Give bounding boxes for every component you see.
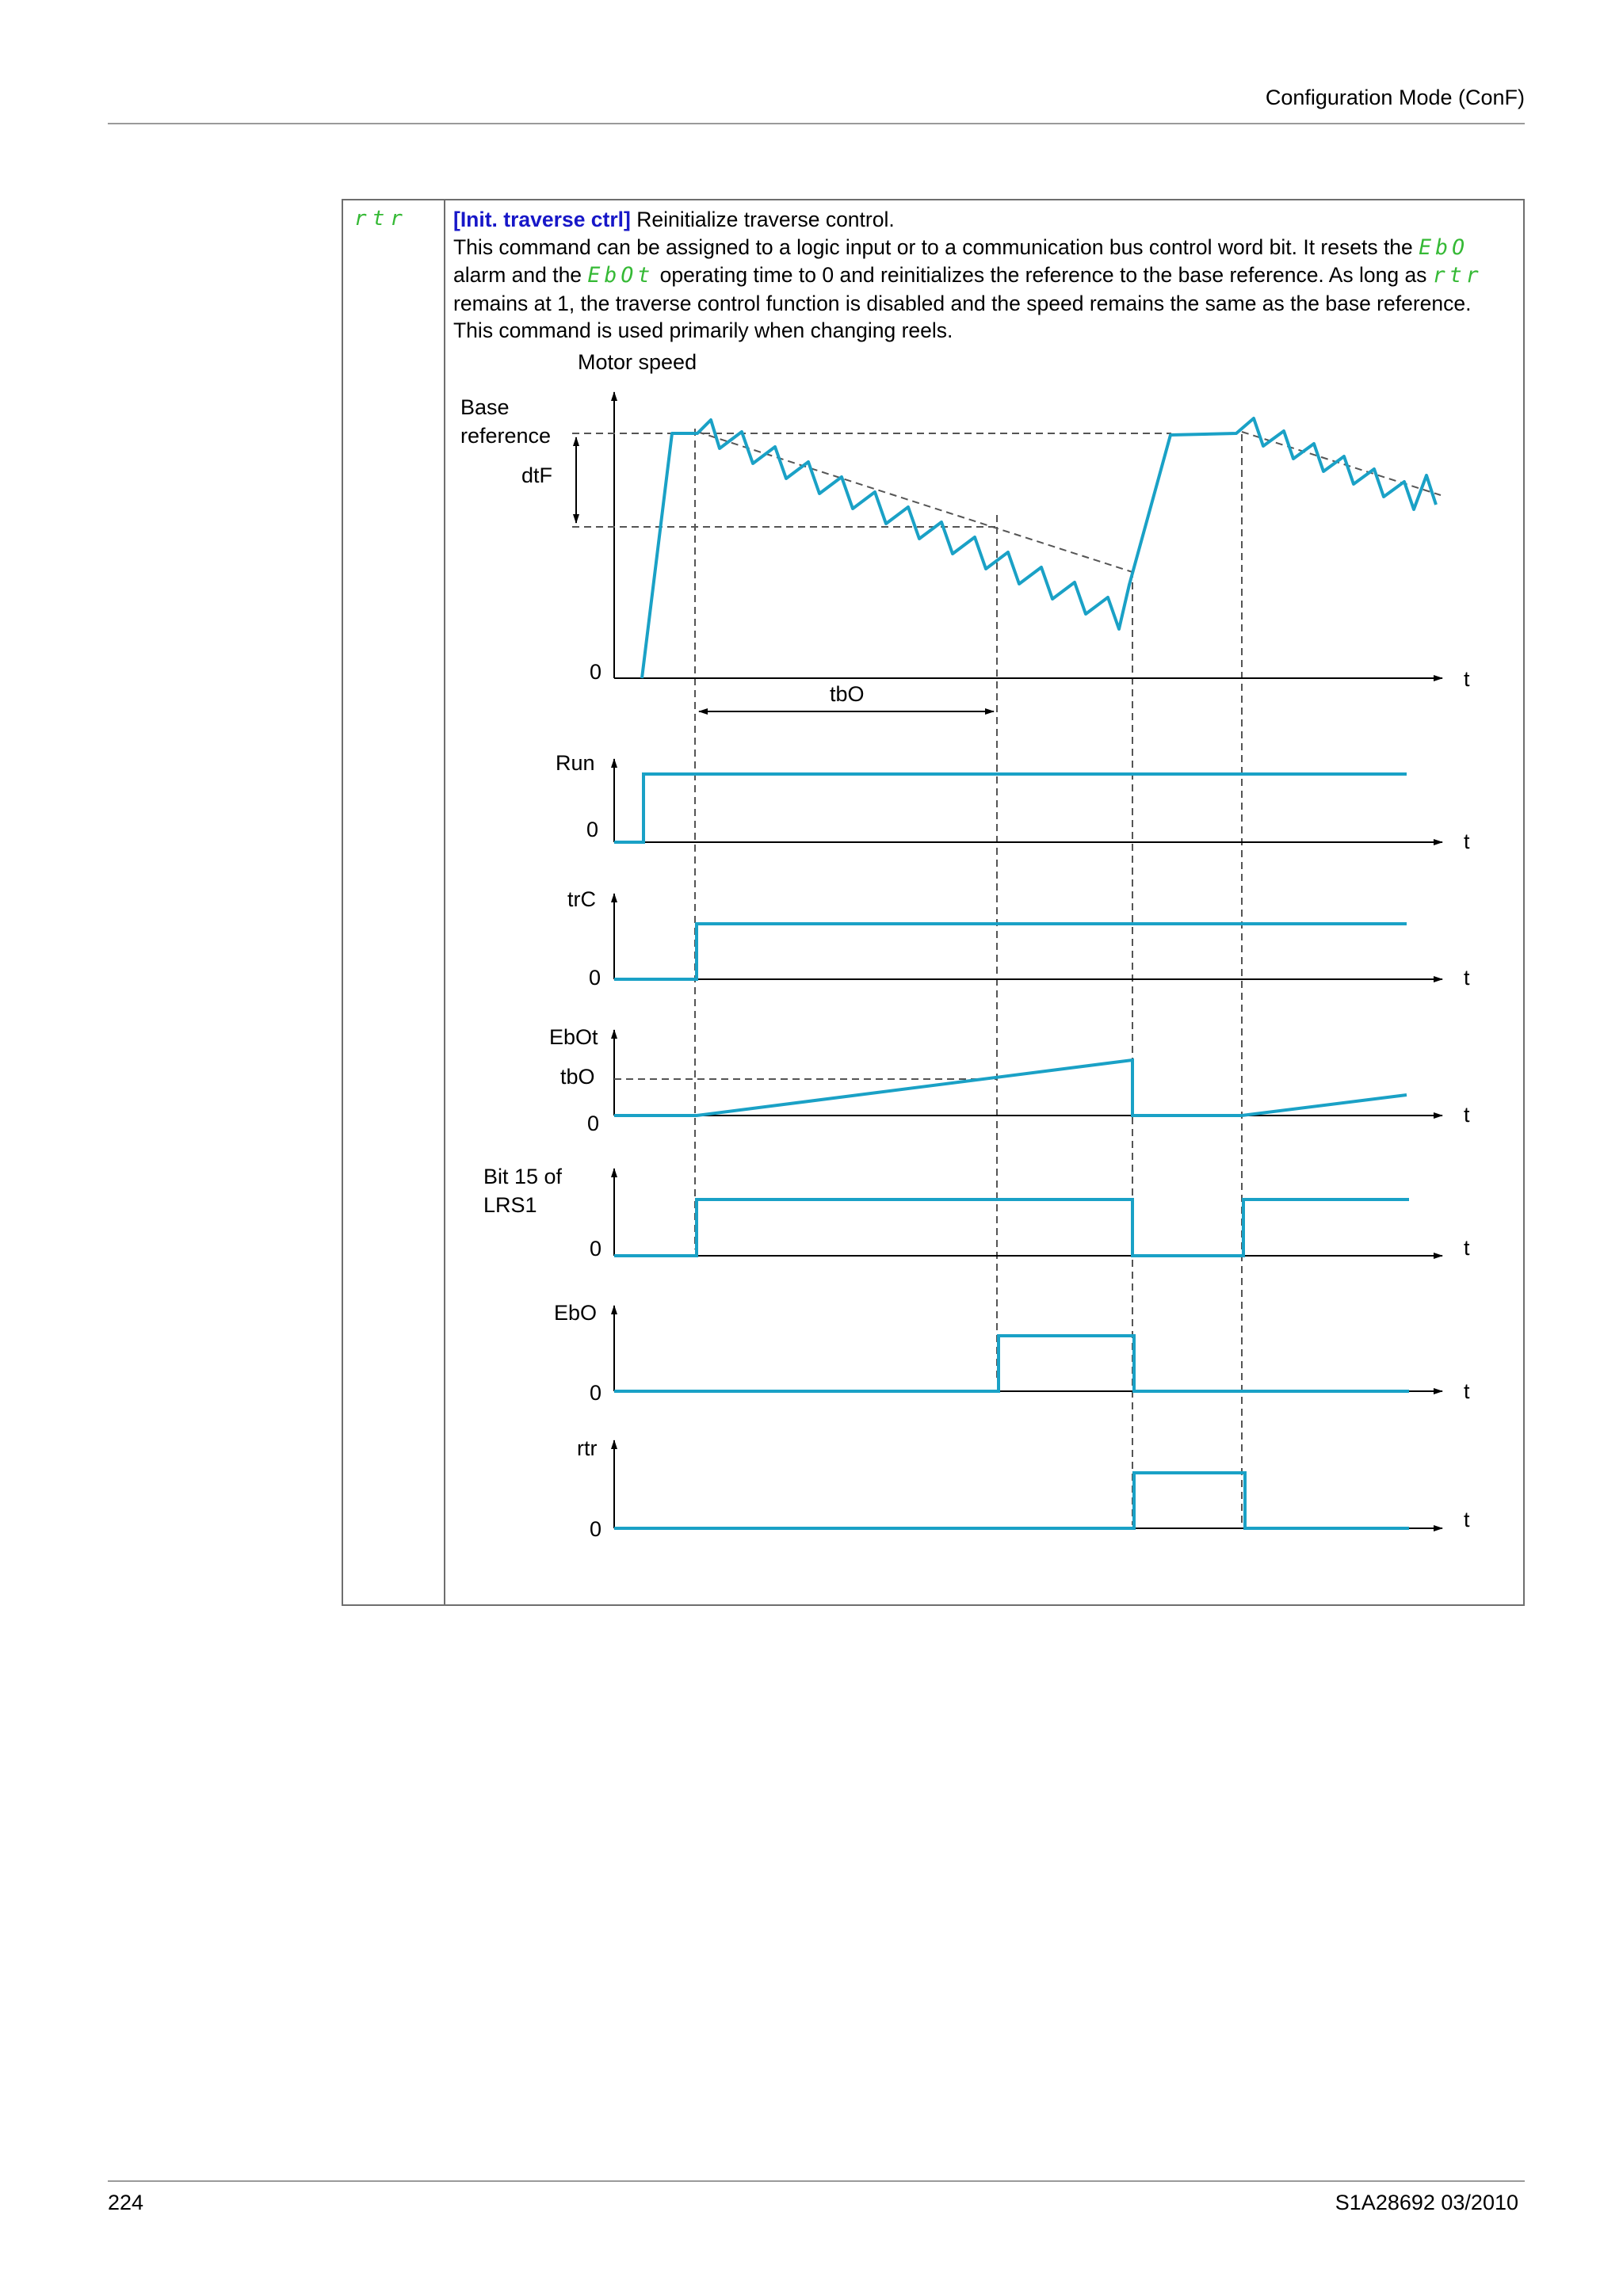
ebo-t-label: t (1464, 1379, 1470, 1403)
body-text-4: remains at 1, the traverse control function is disabled and the speed remains the same as the base reference. (453, 291, 1472, 315)
lrs1-bit15-panel (483, 1165, 1470, 1261)
run-signal-panel (556, 751, 1470, 853)
lrs1-label-line1: Bit 15 of (483, 1165, 563, 1188)
parameter-name: [Init. traverse ctrl] (453, 208, 631, 231)
rtr-label: rtr (577, 1436, 598, 1460)
ebot-label: EbOt (549, 1025, 598, 1049)
ebot-tbo-label: tbO (560, 1065, 595, 1089)
lrs1-t-label: t (1464, 1236, 1470, 1260)
parameter-note: This command is used primarily when changing reels. (453, 318, 953, 342)
rtr-trace (614, 1473, 1409, 1528)
ebo-trace (614, 1336, 1409, 1391)
motor-speed-trace (642, 418, 1436, 678)
tbo-dimension-label: tbO (830, 682, 865, 706)
code-ebot: EbOt (587, 263, 655, 288)
trc-t-label: t (1464, 966, 1470, 990)
footer-rule (108, 2180, 1525, 2182)
dtf-label: dtF (521, 463, 553, 487)
base-label-line2: reference (460, 424, 552, 448)
rtr-t-label: t (1464, 1508, 1470, 1531)
trc-zero-label: 0 (589, 966, 601, 990)
trc-signal-panel (567, 887, 1470, 990)
rtr-zero-label: 0 (590, 1517, 602, 1541)
body-text-2: alarm and the (453, 263, 588, 287)
body-text-3: operating time to 0 and reinitializes the reference to the base reference. As long as (654, 263, 1433, 287)
event-guide-lines (695, 429, 1242, 1525)
run-zero-label: 0 (586, 818, 599, 841)
header-title: Configuration Mode (ConF) (1265, 86, 1525, 109)
ebo-label: EbO (554, 1301, 598, 1325)
trc-label: trC (567, 887, 596, 911)
document-reference: S1A28692 03/2010 (1335, 2191, 1518, 2214)
trc-trace (614, 924, 1407, 979)
run-trace (614, 774, 1407, 842)
ebot-trace (614, 1060, 1407, 1116)
ebo-signal-panel (554, 1301, 1470, 1405)
base-label-line1: Base (460, 395, 510, 419)
ebot-zero-label: 0 (587, 1112, 600, 1135)
lrs1-trace (614, 1199, 1409, 1256)
ebot-t-label: t (1464, 1103, 1470, 1127)
lrs1-zero-label: 0 (590, 1237, 602, 1261)
run-t-label: t (1464, 830, 1470, 853)
run-label: Run (556, 751, 595, 775)
speed-zero-label: 0 (590, 660, 602, 684)
speed-t-label: t (1464, 667, 1470, 691)
ramp-trend-line-1 (697, 432, 1132, 572)
code-ebo: EbO (1419, 235, 1469, 260)
rtr-signal-panel (577, 1436, 1470, 1541)
ebot-signal-panel (549, 1025, 1470, 1135)
page-number: 224 (108, 2191, 144, 2214)
parameter-short-description: Reinitialize traverse control. (630, 208, 895, 231)
code-rtr: rtr (1432, 263, 1483, 288)
ebo-zero-label: 0 (590, 1381, 602, 1405)
parameter-code: rtr (354, 207, 408, 231)
lrs1-label-line2: LRS1 (483, 1193, 537, 1217)
motor-speed-panel (460, 350, 1470, 711)
body-text-1: This command can be assigned to a logic input or to a communication bus control word bit. It resets the (453, 235, 1419, 259)
speed-title: Motor speed (578, 350, 697, 374)
